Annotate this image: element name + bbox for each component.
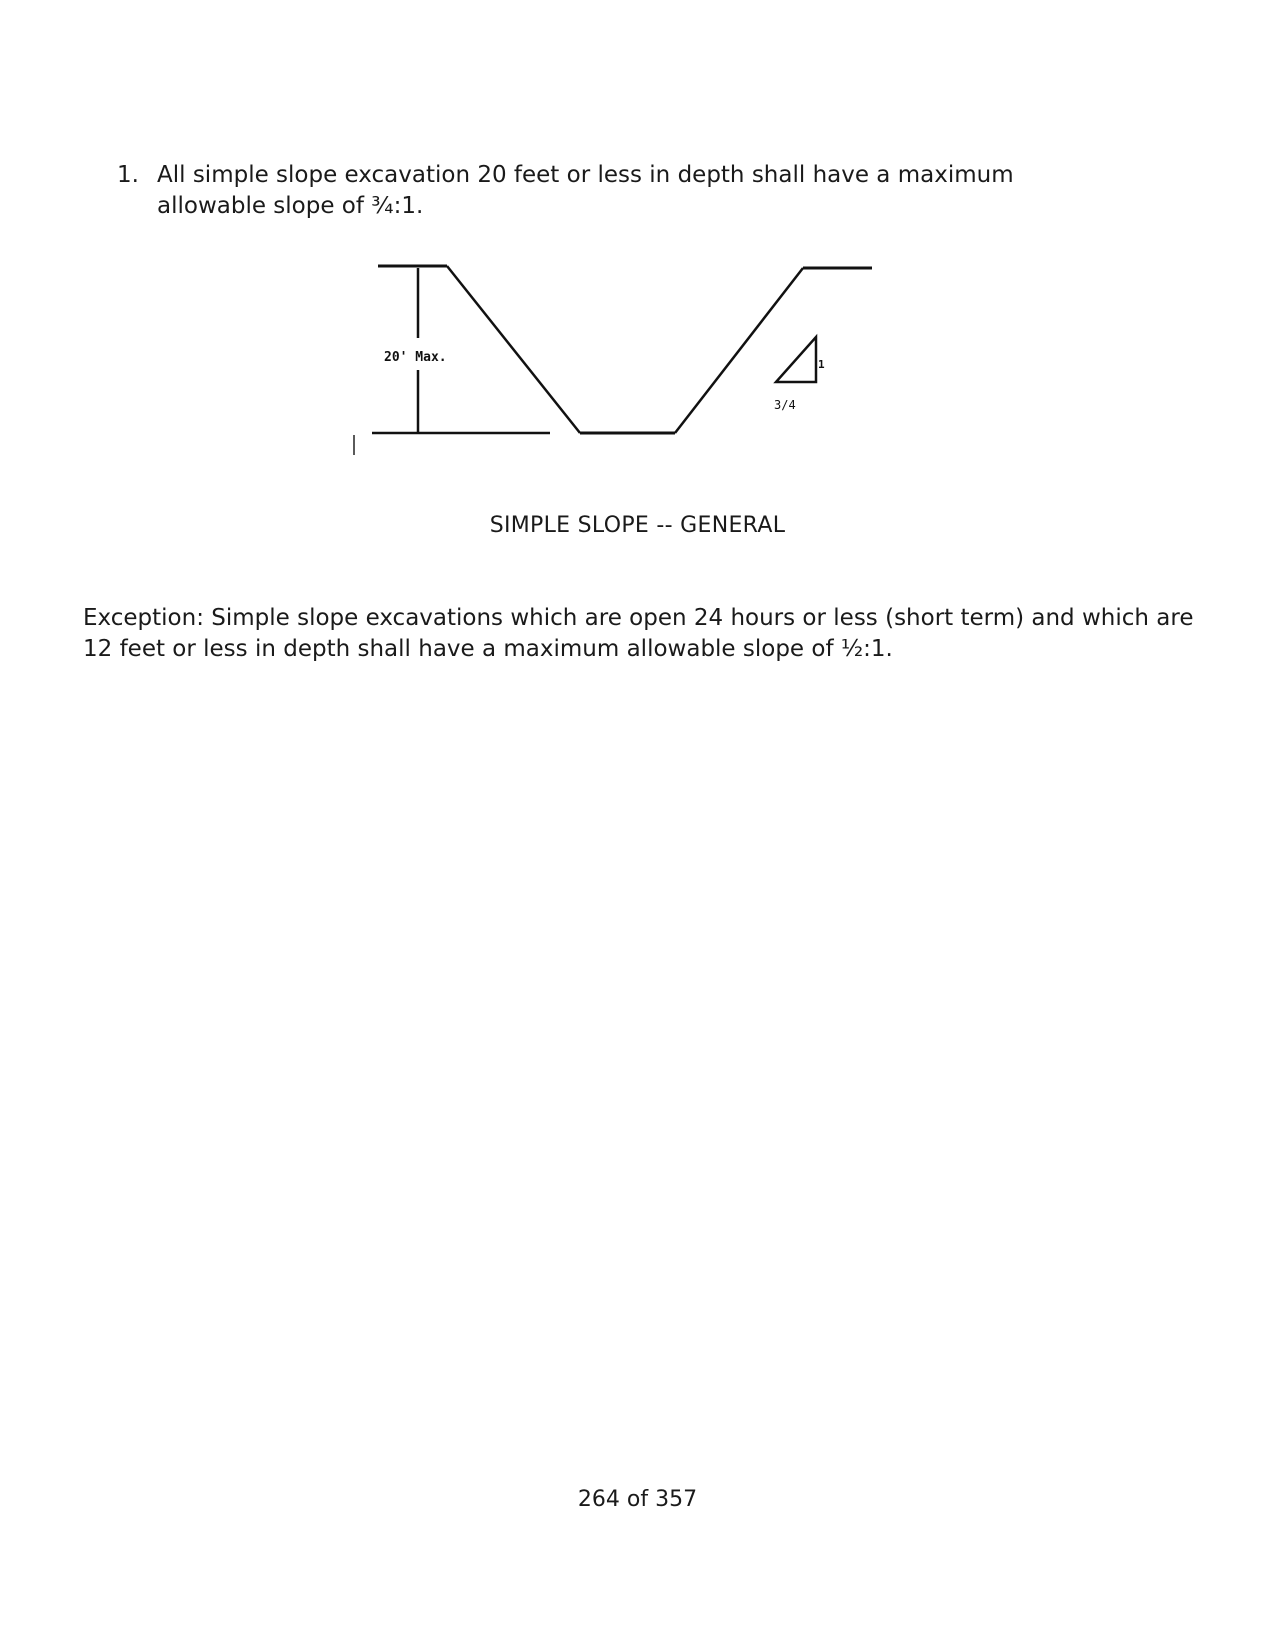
list-item-text: All simple slope excavation 20 feet or less in depth shall have a maximum allowable slope of ¾:1. xyxy=(157,162,1014,219)
left-slope-line xyxy=(447,266,580,433)
diagram-caption: SIMPLE SLOPE -- GENERAL xyxy=(489,513,786,538)
page-number: 264 of 357 xyxy=(577,1487,698,1512)
ratio-horizontal-label: 3/4 xyxy=(774,398,796,412)
exception-paragraph: Exception: Simple slope excavations which are open 24 hours or less (short term) and which are 12 feet or less in depth shall have a maximum allowable slope of ½:1. xyxy=(83,605,1194,662)
slope-ratio-triangle xyxy=(776,337,816,382)
list-number: 1. xyxy=(117,162,139,188)
ratio-vertical-label: 1 xyxy=(818,358,825,371)
depth-label: 20' Max. xyxy=(384,350,447,365)
simple-slope-diagram xyxy=(340,260,920,490)
